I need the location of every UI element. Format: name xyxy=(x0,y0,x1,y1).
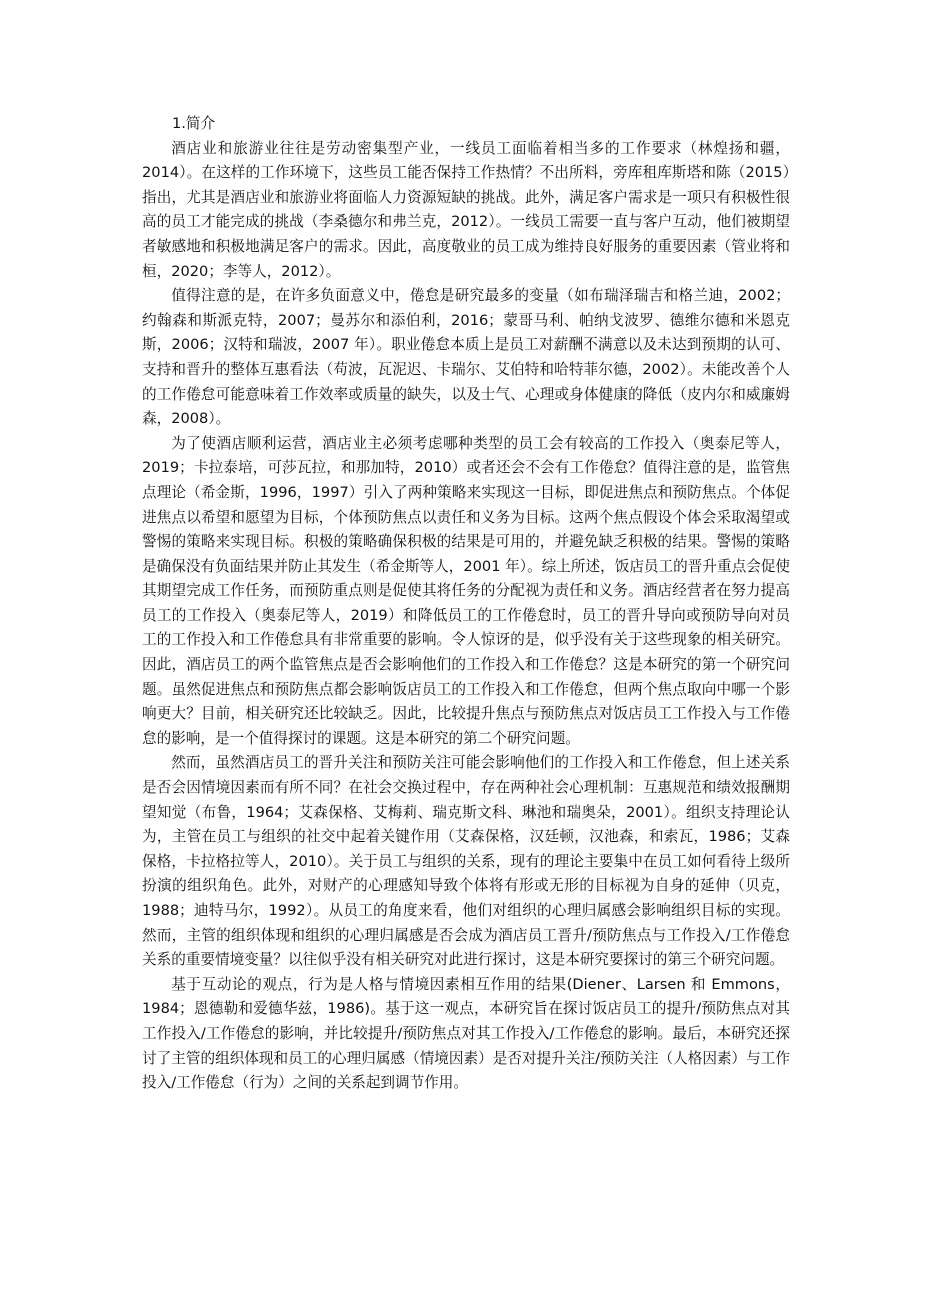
paragraph-3: 为了使酒店顺利运营，酒店业主必须考虑哪种类型的员工会有较高的工作投入（奥泰尼等人，2019；卡拉泰培，可莎瓦拉，和那加特，2010）或者还会不会有工作倦怠？值得注意的是，监管焦点理论（希金斯，1996，1997）引入了两种策略来实现这一目标，即促进焦点和预防焦点。个体促进焦点以希望和愿望为目标，个体预防焦点以责任和义务为目标。这两个焦点假设个体会采取渴望或警惕的策略来实现目标。积极的策略确保积极的结果是可用的，并避免缺乏积极的结果。警惕的策略是确保没有负面结果并防止其发生（希金斯等人，2001 年）。综上所述，饭店员工的晋升重点会促使其期望完成工作任务，而预防重点则是促使其将任务的分配视为责任和义务。酒店经营者在努力提高员工的工作投入（奥泰尼等人，2019）和降低员工的工作倦怠时，员工的晋升导向或预防导向对员工的工作投入和工作倦怠具有非常重要的影响。令人惊讶的是，似乎没有关于这些现象的相关研究。因此，酒店员工的两个监管焦点是否会影响他们的工作投入和工作倦怠？这是本研究的第一个研究问题。虽然促进焦点和预防焦点都会影响饭店员工的工作投入和工作倦怠，但两个焦点取向中哪一个影响更大？目前，相关研究还比较缺乏。因此，比较提升焦点与预防焦点对饭店员工工作投入与工作倦怠的影响，是一个值得探讨的课题。这是本研究的第二个研究问题。 xyxy=(142,434,790,747)
paragraph-4: 然而，虽然酒店员工的晋升关注和预防关注可能会影响他们的工作投入和工作倦怠，但上述关系是否会因情境因素而有所不同？在社会交换过程中，存在两种社会心理机制：互惠规范和绩效报酬期望知觉（布鲁，1964；艾森保格、艾梅莉、瑞克斯文科、琳池和瑞奥朵，2001）。组织支持理论认为，主管在员工与组织的社交中起着关键作用（艾森保格，汉廷顿，汉池森，和索瓦，1986；艾森保格，卡拉格拉等人，2010）。关于员工与组织的关系，现有的理论主要集中在员工如何看待上级所扮演的组织角色。此外，对财产的心理感知导致个体将有形或无形的目标视为自身的延伸（贝克，1988；迪特马尔，1992）。从员工的角度来看，他们对组织的心理归属感会影响组织目标的实现。然而，主管的组织体现和组织的心理归属感是否会成为酒店员工晋升/预防焦点与工作投入/工作倦怠关系的重要情境变量？以往似乎没有相关研究对此进行探讨，这是本研究要探讨的第三个研究问题。 xyxy=(142,754,790,969)
paragraph-5: 基于互动论的观点，行为是人格与情境因素相互作用的结果(Diener、Larsen 和 Emmons，1984；恩德勒和爱德华兹，1986)。基于这一观点，本研究旨在探讨饭店员工的提升/预防焦点对其工作投入/工作倦怠的影响，并比较提升/预防焦点对其工作投入/工作倦怠的影响。最后，本研究还探讨了主管的组织体现和员工的心理归属感（情境因素）是否对提升关注/预防关注（人格因素）与工作投入/工作倦怠（行为）之间的关系起到调节作用。 xyxy=(142,975,790,1092)
section-heading: 1.简介 xyxy=(172,115,216,132)
paragraph-2: 值得注意的是，在许多负面意义中，倦怠是研究最多的变量（如布瑞泽瑞吉和格兰迪，2002；约翰森和斯派克特，2007；曼苏尔和添伯利，2016；蒙哥马利、帕纳戈波罗、德维尔德和米恩克斯，2006；汉特和瑞波，2007 年）。职业倦怠本质上是员工对薪酬不满意以及未达到预期的认可、支持和晋升的整体互惠看法（苟波，瓦泥迟、卡瑞尔、艾伯特和哈特菲尔德，2002）。未能改善个人的工作倦怠可能意味着工作效率或质量的缺失，以及士气、心理或身体健康的降低（皮内尔和威廉姆森，2008）。 xyxy=(142,287,790,428)
paragraph-1: 酒店业和旅游业往往是劳动密集型产业，一线员工面临着相当多的工作要求（林煌扬和疆，2014）。在这样的工作环境下，这些员工能否保持工作热情？不出所料，旁库租库斯塔和陈（2015）指出，尤其是酒店业和旅游业将面临人力资源短缺的挑战。此外，满足客户需求是一项只有积极性很高的员工才能完成的挑战（李桑德尔和弗兰克，2012）。一线员工需要一直与客户互动，他们被期望者敏感地和积极地满足客户的需求。因此，高度敬业的员工成为维持良好服务的重要因素（管业将和桓，2020；李等人，2012）。 xyxy=(142,139,790,280)
page-body xyxy=(142,112,790,1096)
